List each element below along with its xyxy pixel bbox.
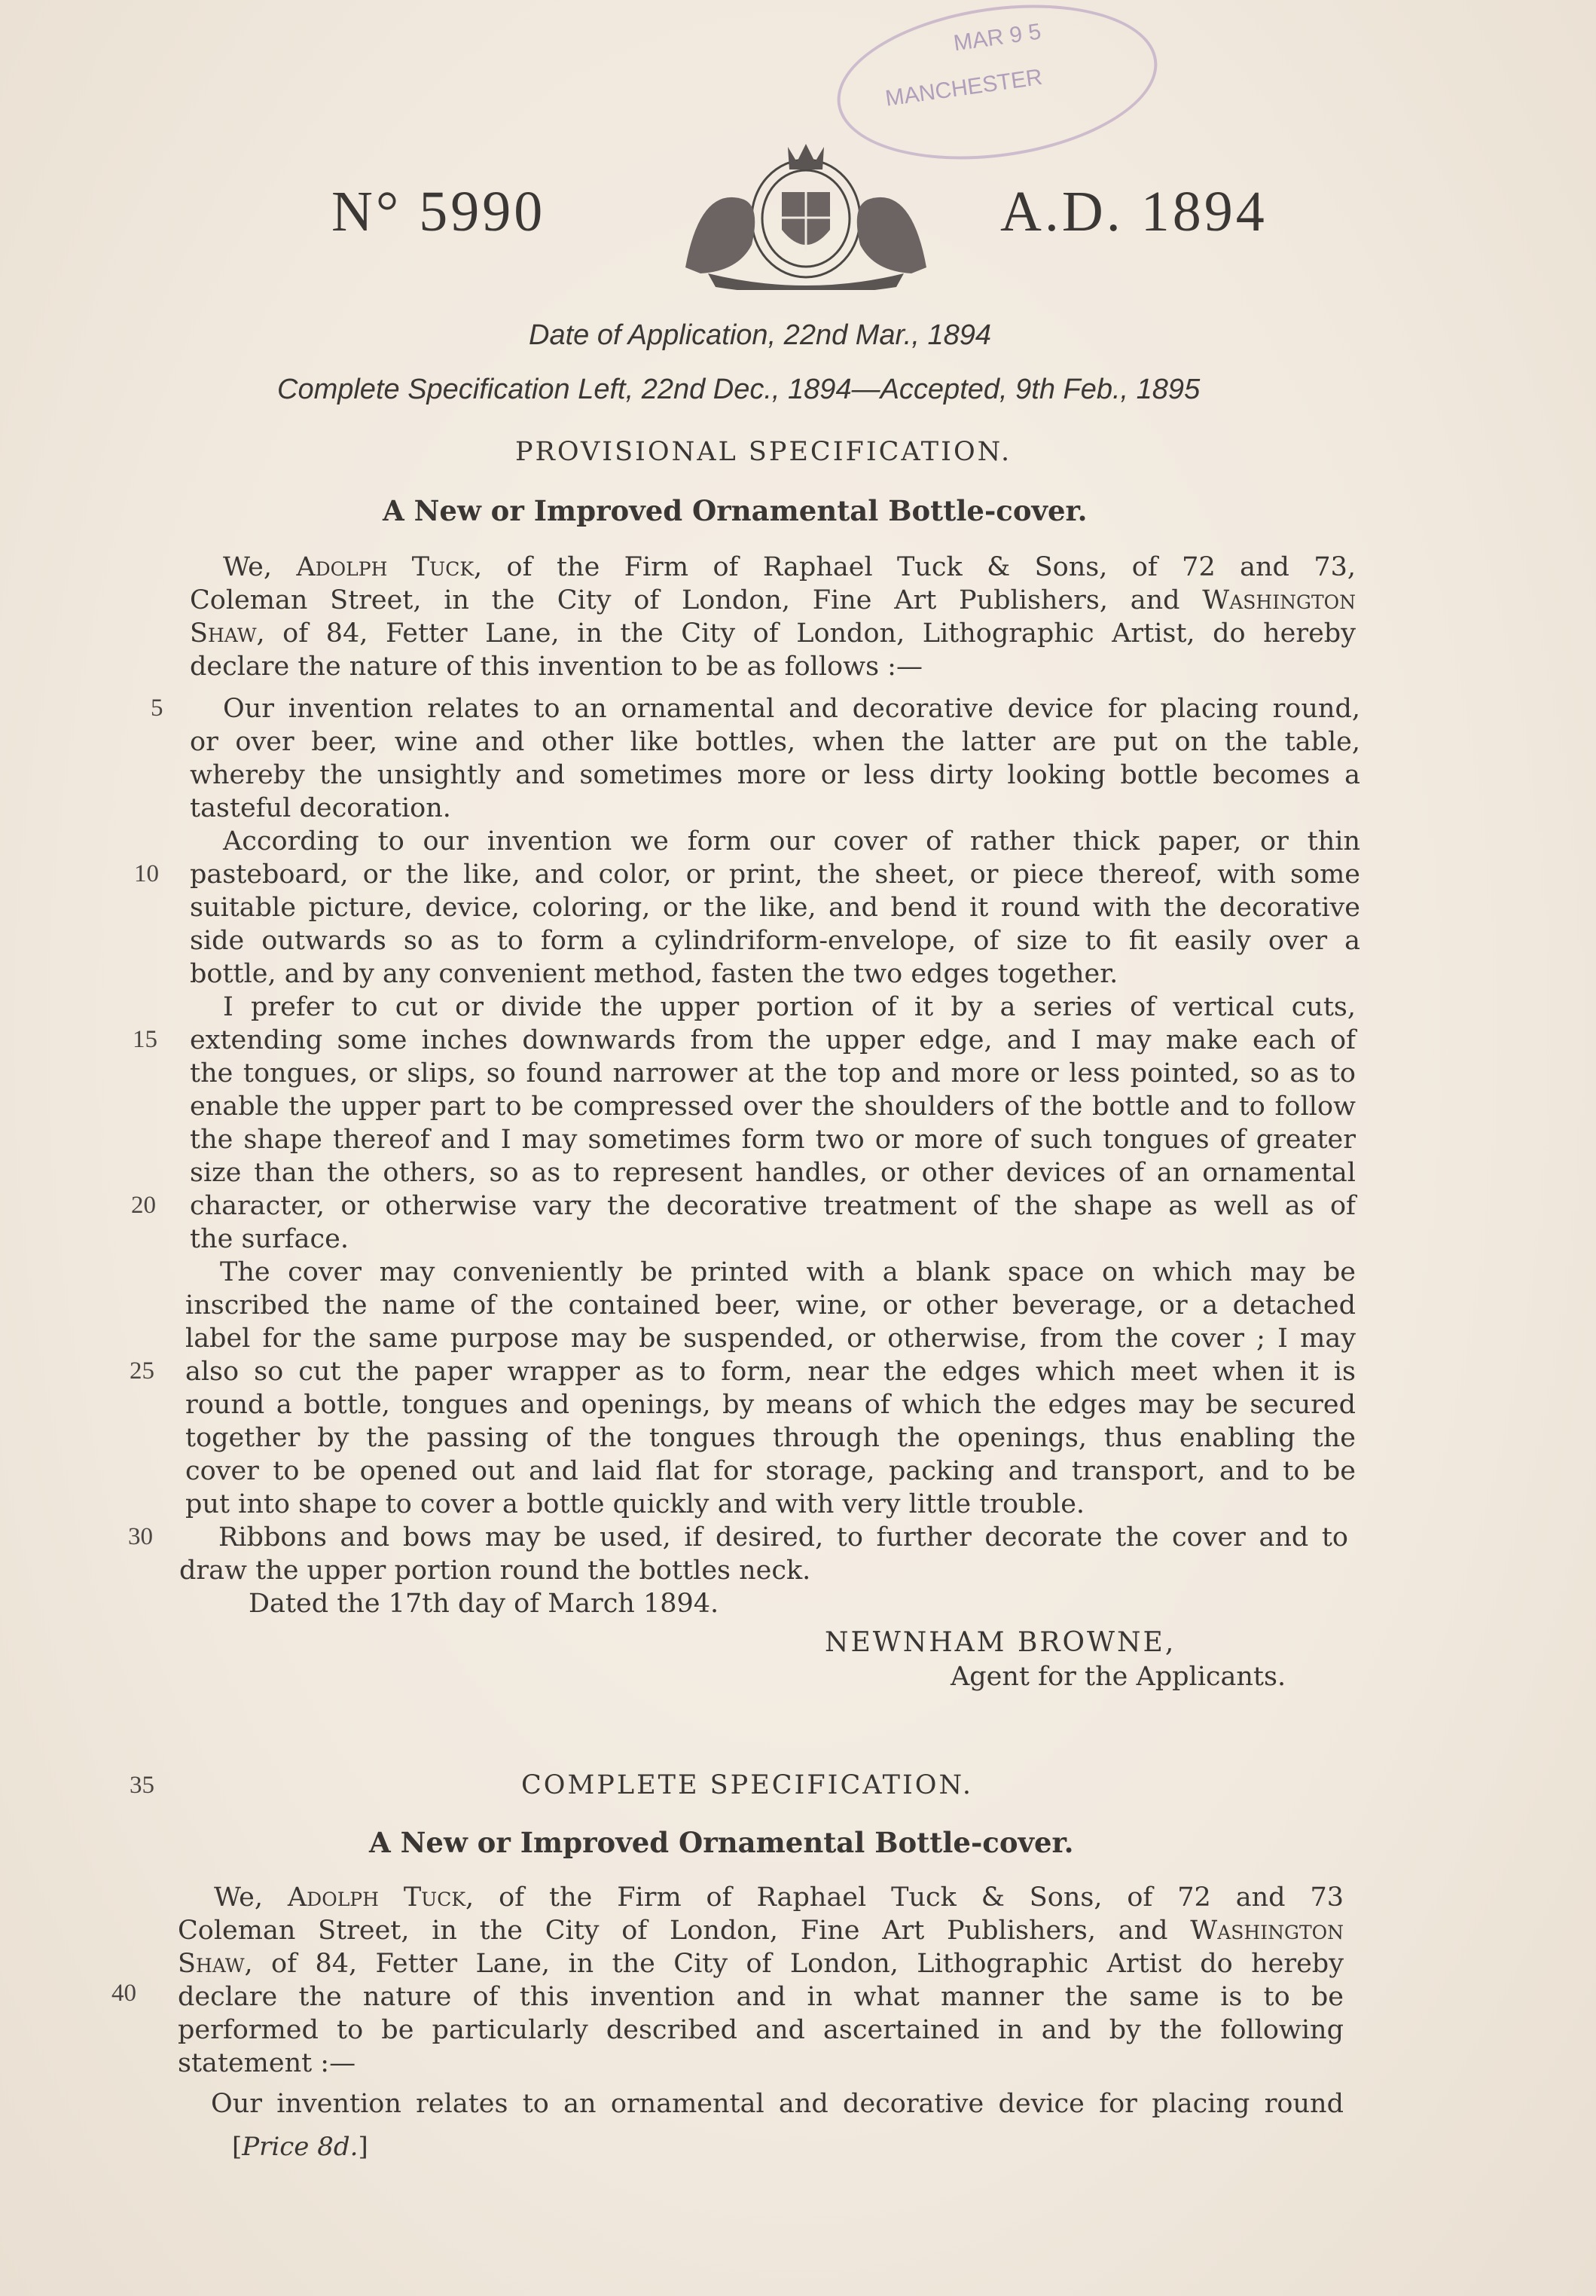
margin-line-number: 35 (130, 1772, 154, 1799)
signatory-name: NEWNHAM BROWNE, (825, 1627, 1176, 1658)
margin-line-number: 10 (134, 860, 159, 887)
complete-line: Our invention relates to an ornamental and decorative device for placing round (211, 2089, 1344, 2119)
margin-line-number: 30 (128, 1523, 153, 1550)
margin-line-number: 40 (111, 1980, 136, 2007)
provisional-line: suitable picture, device, coloring, or the like, and bend it round with the decorative (190, 893, 1360, 923)
provisional-line: together by the passing of the tongues through the openings, thus enabling the (185, 1423, 1356, 1453)
provisional-line: cover to be opened out and laid flat for storage, packing and transport, and to be (185, 1456, 1356, 1486)
provisional-line: character, or otherwise vary the decorative treatment of the shape as well as of (190, 1191, 1356, 1221)
provisional-line: Shaw, of 84, Fetter Lane, in the City of London, Lithographic Artist, do hereby (190, 618, 1356, 649)
margin-line-number: 20 (131, 1192, 156, 1219)
provisional-line: We, Adolph Tuck, of the Firm of Raphael Tuck & Sons, of 72 and 73, (223, 552, 1356, 582)
patent-year: A.D. 1894 (1000, 180, 1268, 243)
provisional-line: the tongues, or slips, so found narrower at the top and more or less pointed, so as to (190, 1058, 1356, 1088)
provisional-line: also so cut the paper wrapper as to form, near the edges which meet when it is (185, 1357, 1356, 1387)
stamp-date: MAR 9 5 (952, 19, 1043, 56)
provisional-title: A New or Improved Ornamental Bottle-cover. (383, 494, 1088, 527)
provisional-line: I prefer to cut or divide the upper portion of it by a series of vertical cuts, (223, 992, 1356, 1022)
complete-title: A New or Improved Ornamental Bottle-cover. (369, 1826, 1074, 1859)
provisional-line: label for the same purpose may be suspended, or otherwise, from the cover ; I may (185, 1324, 1356, 1354)
provisional-line: The cover may conveniently be printed with a blank space on which may be (220, 1257, 1356, 1287)
provisional-line: whereby the unsightly and sometimes more or less dirty looking bottle becomes a (190, 760, 1360, 790)
provisional-line: put into shape to cover a bottle quickly and with very little trouble. (185, 1489, 1085, 1519)
provisional-line: tasteful decoration. (190, 793, 451, 823)
bracket-left-icon: [ (232, 2132, 243, 2162)
provisional-line: Our invention relates to an ornamental and decorative device for placing round, (223, 694, 1360, 724)
provisional-line: declare the nature of this invention to be as follows :— (190, 652, 923, 682)
provisional-line: size than the others, so as to represent handles, or other devices of an ornamental (190, 1158, 1356, 1188)
complete-line: statement :— (178, 2048, 356, 2078)
patent-number: N° 5990 (331, 180, 546, 243)
complete-line: declare the nature of this invention and in what manner the same is to be (178, 1982, 1344, 2012)
provisional-line: enable the upper part to be compressed over the shoulders of the bottle and to follow (190, 1092, 1356, 1122)
stamp-place: MANCHESTER (883, 64, 1044, 111)
margin-line-number: 15 (133, 1026, 157, 1053)
provisional-line: inscribed the name of the contained beer, wine, or other beverage, or a detached (185, 1290, 1356, 1321)
complete-heading: COMPLETE SPECIFICATION. (521, 1770, 973, 1800)
complete-line: We, Adolph Tuck, of the Firm of Raphael Tuck & Sons, of 72 and 73 (214, 1882, 1344, 1913)
price-label: [Price 8d.] (232, 2132, 368, 2162)
royal-coat-of-arms (655, 139, 957, 290)
provisional-line: the surface. (190, 1224, 349, 1254)
signatory-role: Agent for the Applicants. (951, 1662, 1286, 1692)
application-date: Date of Application, 22nd Mar., 1894 (529, 319, 992, 351)
provisional-line: extending some inches downwards from the upper edge, and I may make each of (190, 1025, 1356, 1055)
provisional-line: Coleman Street, in the City of London, Fine Art Publishers, and Washington (190, 585, 1356, 615)
provisional-line: According to our invention we form our cover of rather thick paper, or thin (223, 826, 1360, 856)
complete-line: Shaw, of 84, Fetter Lane, in the City of London, Lithographic Artist do hereby (178, 1949, 1344, 1979)
provisional-line: round a bottle, tongues and openings, by means of which the edges may be secured (185, 1390, 1356, 1420)
provisional-line: bottle, and by any convenient method, fasten the two edges together. (190, 959, 1118, 989)
provisional-line: pasteboard, or the like, and color, or print, the sheet, or piece thereof, with some (190, 859, 1360, 890)
provisional-line: draw the upper portion round the bottles neck. (179, 1556, 811, 1586)
provisional-line: the shape thereof and I may sometimes form two or more of such tongues of greater (190, 1125, 1356, 1155)
margin-line-number: 25 (130, 1357, 154, 1385)
margin-line-number: 5 (151, 695, 163, 722)
complete-spec-date: Complete Specification Left, 22nd Dec., 1894—Accepted, 9th Feb., 1895 (277, 374, 1201, 405)
provisional-line: or over beer, wine and other like bottles, when the latter are put on the table, (190, 727, 1360, 757)
provisional-line: side outwards so as to form a cylindriform-envelope, of size to fit easily over a (190, 926, 1360, 956)
complete-line: Coleman Street, in the City of London, Fine Art Publishers, and Washington (178, 1916, 1344, 1946)
provisional-line: Ribbons and bows may be used, if desired, to further decorate the cover and to (218, 1522, 1348, 1553)
bracket-right-icon: ] (358, 2132, 368, 2162)
provisional-heading: PROVISIONAL SPECIFICATION. (515, 437, 1012, 467)
complete-line: performed to be particularly described and ascertained in and by the following (178, 2015, 1344, 2045)
dated-line: Dated the 17th day of March 1894. (249, 1589, 719, 1619)
